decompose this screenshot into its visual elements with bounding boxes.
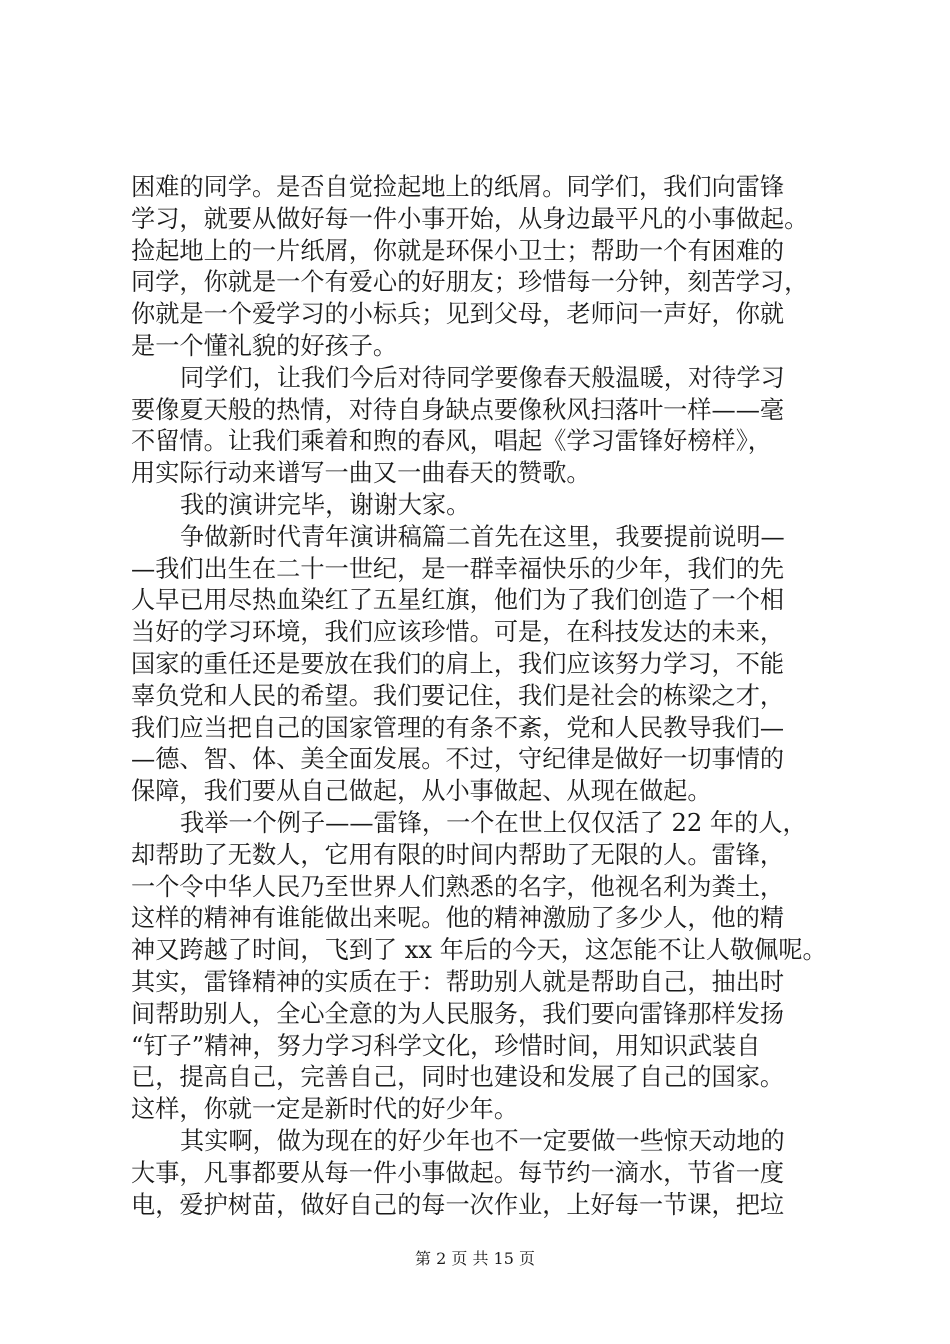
- text-line: 间帮助别人，全心全意的为人民服务，我们要向雷锋那样发扬: [131, 999, 785, 1028]
- text-line: 一个令中华人民乃至世界人们熟悉的名字，他视名利为粪土，: [131, 872, 785, 901]
- text-line: 保障，我们要从自己做起，从小事做起、从现在做起。: [131, 777, 712, 806]
- text-line: 不留情。让我们乘着和煦的春风，唱起《学习雷锋好榜样》，: [131, 427, 772, 456]
- text-line: 这样的精神有谁能做出来呢。他的精神激励了多少人，他的精: [131, 904, 785, 933]
- text-line: 困难的同学。是否自觉捡起地上的纸屑。同学们，我们向雷锋: [131, 173, 785, 201]
- text-line: 学习，就要从做好每一件小事开始，从身边最平凡的小事做起。: [131, 204, 809, 233]
- text-line: 国家的重任还是要放在我们的肩上，我们应该努力学习，不能: [131, 649, 785, 678]
- text-line: 要像夏天般的热情，对待自身缺点要像秋风扫落叶一样——毫: [131, 395, 785, 424]
- text-line: 你就是一个爱学习的小标兵；见到父母，老师问一声好，你就: [131, 300, 785, 329]
- text-line: 辜负党和人民的希望。我们要记住，我们是社会的栋梁之才，: [131, 681, 785, 710]
- text-line: 同学，你就是一个有爱心的好朋友；珍惜每一分钟，刻苦学习，: [131, 268, 809, 297]
- text-line: 同学们，让我们今后对待同学要像春天般温暖，对待学习: [180, 363, 785, 392]
- text-line: 是一个懂礼貌的好孩子。: [131, 331, 398, 360]
- text-line: “钉子”精神，努力学习科学文化，珍惜时间，用知识武装自: [131, 1031, 761, 1060]
- text-line: 电，爱护树苗，做好自己的每一次作业，上好每一节课，把垃: [131, 1190, 785, 1219]
- text-line: 大事，凡事都要从每一件小事做起。每节约一滴水，节省一度: [131, 1158, 785, 1187]
- text-line: 我举一个例子——雷锋，一个在世上仅仅活了 22 年的人，: [180, 808, 807, 837]
- text-line: —德、智、体、美全面发展。不过，守纪律是做好一切事情的: [131, 745, 785, 774]
- text-line: 这样，你就一定是新时代的好少年。: [131, 1095, 519, 1124]
- text-line: —我们出生在二十一世纪，是一群幸福快乐的少年，我们的先: [131, 554, 785, 583]
- text-line: 却帮助了无数人，它用有限的时间内帮助了无限的人。雷锋，: [131, 840, 785, 869]
- text-line: 捡起地上的一片纸屑，你就是环保小卫士；帮助一个有困难的: [131, 236, 785, 265]
- body-text: [131, 172, 831, 1221]
- text-line: 用实际行动来谱写一曲又一曲春天的赞歌。: [131, 459, 591, 488]
- text-line: 当好的学习环境，我们应该珍惜。可是，在科技发达的未来，: [131, 618, 785, 647]
- text-line: 我的演讲完毕，谢谢大家。: [180, 490, 471, 519]
- page-footer: 第 2 页 共 15 页: [415, 1249, 535, 1268]
- text-line: 我们应当把自己的国家管理的有条不紊，党和人民教导我们—: [131, 713, 785, 742]
- text-line: 其实啊，做为现在的好少年也不一定要做一些惊天动地的: [180, 1126, 785, 1155]
- text-line: 人早已用尽热血染红了五星红旗，他们为了我们创造了一个相: [131, 586, 785, 615]
- text-line: 争做新时代青年演讲稿篇二首先在这里，我要提前说明—: [180, 522, 785, 551]
- text-line: 其实，雷锋精神的实质在于：帮助别人就是帮助自己，抽出时: [131, 967, 785, 996]
- text-line: 已，提高自己，完善自己，同时也建设和发展了自己的国家。: [131, 1063, 785, 1092]
- text-line: 神又跨越了时间，飞到了 xx 年后的今天，这怎能不让人敬佩呢。: [131, 936, 827, 965]
